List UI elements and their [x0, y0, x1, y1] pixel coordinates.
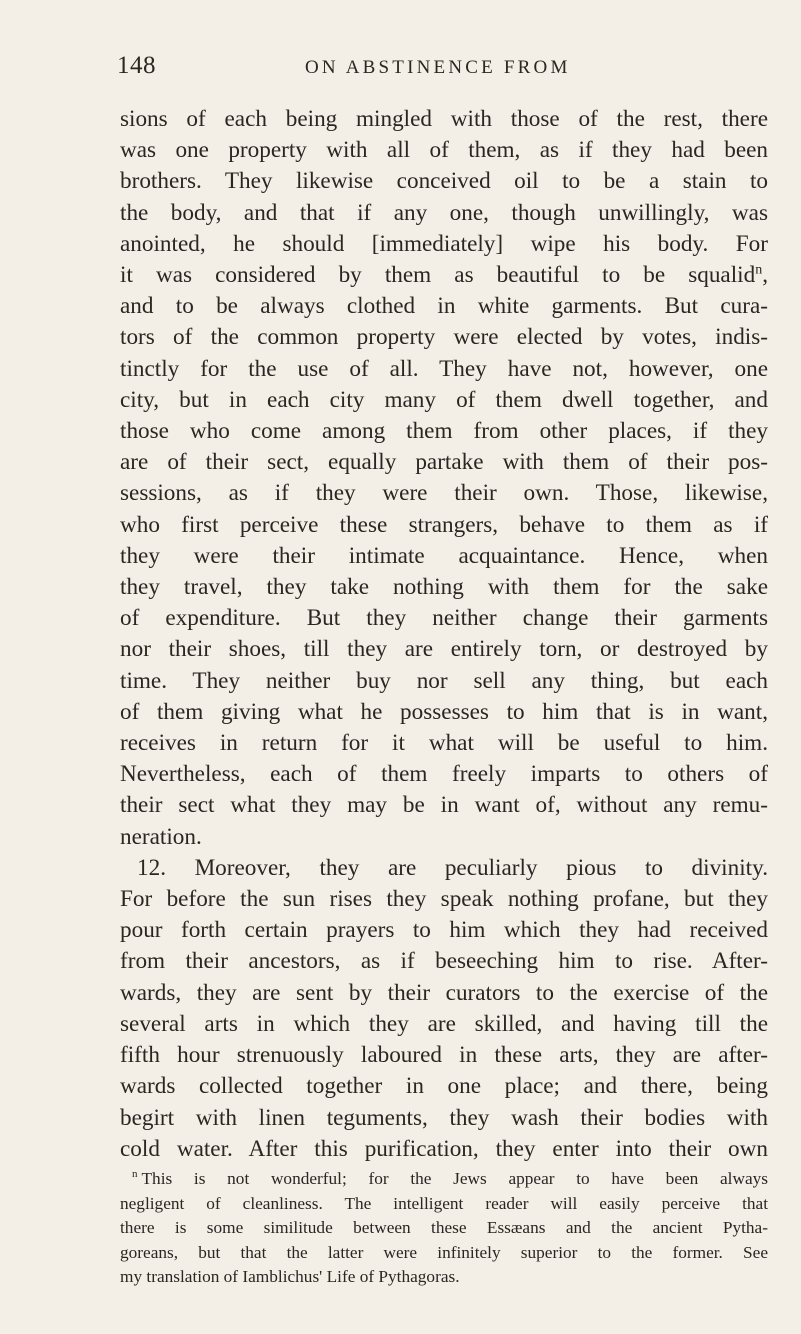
text-line: pour forth certain prayers to him which they had received: [120, 917, 768, 944]
footnote-line: my translation of Iamblichus' Life of Pythagoras.: [120, 1267, 460, 1287]
text-line: time. They neither buy nor sell any thing, but each: [120, 667, 768, 694]
text-line: of expenditure. But they neither change their garments: [120, 605, 768, 632]
text-line: tors of the common property were elected by votes, indis-: [120, 324, 768, 351]
text-line-with-footnote: [120, 260, 768, 291]
text-line: city, but in each city many of them dwell together, and: [120, 386, 768, 413]
text-line: fifth hour strenuously laboured in these arts, they are after-: [120, 1042, 768, 1069]
text-line: sions of each being mingled with those of the rest, there: [120, 106, 768, 132]
text-line: of them giving what he possesses to him that is in want,: [120, 698, 768, 725]
text-line: nor their shoes, till they are entirely torn, or destroyed by: [120, 636, 768, 663]
text-line: For before the sun rises they speak nothing profane, but they: [120, 886, 768, 913]
text-line: receives in return for it what will be useful to him.: [120, 730, 768, 757]
text-line-content: it was considered by them as beautiful to be squalid: [120, 262, 756, 289]
text-line: they travel, they take nothing with them for the sake: [120, 574, 768, 601]
text-line: several arts in which they are skilled, and having till the: [120, 1010, 768, 1037]
footnote-line-content: This is not wonderful; for the Jews appear to have been always: [141, 1169, 768, 1188]
footnote-line: goreans, but that the latter were infinitely superior to the former. See: [120, 1242, 768, 1262]
text-line: was one property with all of them, as if they had been: [120, 137, 768, 164]
text-line: they were their intimate acquaintance. Hence, when: [120, 542, 768, 569]
text-line: begirt with linen teguments, they wash their bodies with: [120, 1104, 768, 1131]
text-line: brothers. They likewise conceived oil to be a stain to: [120, 168, 768, 195]
text-line: are of their sect, equally partake with them of their pos-: [120, 449, 768, 476]
text-line: cold water. After this purification, they enter into their own: [120, 1135, 768, 1162]
text-line: tinctly for the use of all. They have not, however, one: [120, 355, 768, 382]
footnote: [120, 1167, 768, 1290]
text-line: those who come among them from other places, if they: [120, 418, 768, 445]
text-line: neration.: [120, 823, 202, 850]
text-line: from their ancestors, as if beseeching him to rise. After-: [120, 948, 768, 975]
footnote-mark: n: [132, 1168, 138, 1181]
text-line: wards collected together in one place; and there, being: [120, 1073, 768, 1100]
footnote-line: [120, 1167, 768, 1192]
footnote-reference: n: [755, 262, 763, 278]
footnote-line: there is some similitude between these Essæans and the ancient Pytha-: [120, 1218, 768, 1238]
running-head: ON ABSTINENCE FROM: [305, 57, 571, 78]
page-number: 148: [117, 52, 156, 79]
text-line: and to be always clothed in white garments. But cura-: [120, 293, 768, 320]
body-text: [120, 104, 768, 1165]
text-line: anointed, he should [immediately] wipe his body. For: [120, 230, 768, 257]
text-line: the body, and that if any one, though unwillingly, was: [120, 199, 768, 226]
paragraph-start: 12. Moreover, they are peculiarly pious to divinity.: [137, 854, 768, 881]
text-line: sessions, as if they were their own. Those, likewise,: [120, 480, 768, 507]
text-line: wards, they are sent by their curators to the exercise of the: [120, 979, 768, 1006]
text-line: who first perceive these strangers, behave to them as if: [120, 511, 768, 538]
footnote-reference-suffix: ,: [762, 262, 768, 289]
text-line: their sect what they may be in want of, without any remu-: [120, 792, 768, 819]
footnote-line: negligent of cleanliness. The intelligent reader will easily perceive that: [120, 1193, 768, 1213]
text-line: Nevertheless, each of them freely imparts to others of: [120, 761, 768, 788]
